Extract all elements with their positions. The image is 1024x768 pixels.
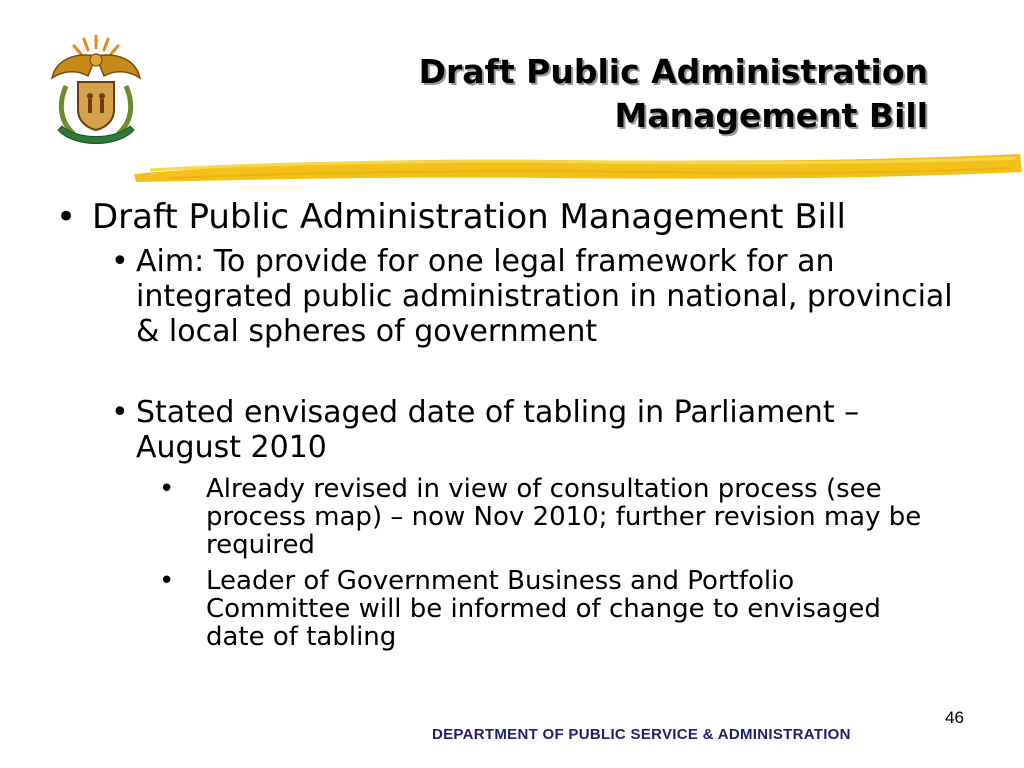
south-africa-coat-of-arms-icon: [44, 30, 148, 154]
bullet-level-1: [56, 197, 956, 237]
title-brush-underline: [130, 148, 1024, 188]
bullet-dot-icon: •: [56, 197, 77, 237]
title-line-1: Draft Public Administration: [418, 52, 928, 91]
bullet-level-3: [56, 475, 926, 559]
bullet-dot-icon: •: [159, 474, 175, 504]
bullet-level-2: [56, 244, 956, 349]
bullet-level-3: [56, 567, 926, 651]
bullet-tabling-text: Stated envisaged date of tabling in Parliament – August 2010: [136, 395, 860, 465]
bullet-leader-text: Leader of Government Business and Portfolio Committee will be informed of change to envisaged date of tabling: [206, 566, 881, 652]
title-line-2: Management Bill: [614, 96, 928, 135]
slide-title: [419, 50, 928, 138]
bullet-dot-icon: •: [111, 244, 129, 279]
bullet-dot-icon: •: [111, 395, 129, 430]
bullet-dot-icon: •: [159, 566, 175, 596]
bullet-aim-text: Aim: To provide for one legal framework for an integrated public administration in national, provincial & local spheres of government: [136, 244, 953, 349]
bullet-level-2: [56, 395, 956, 465]
page-number: 46: [945, 708, 964, 727]
slide-content: [56, 197, 956, 659]
bullet-main-text: Draft Public Administration Management Bill: [92, 197, 846, 237]
bullet-revised-text: Already revised in view of consultation process (see process map) – now Nov 2010; further revision may be required: [206, 474, 922, 560]
footer-department: DEPARTMENT OF PUBLIC SERVICE & ADMINISTRATION: [432, 726, 851, 743]
